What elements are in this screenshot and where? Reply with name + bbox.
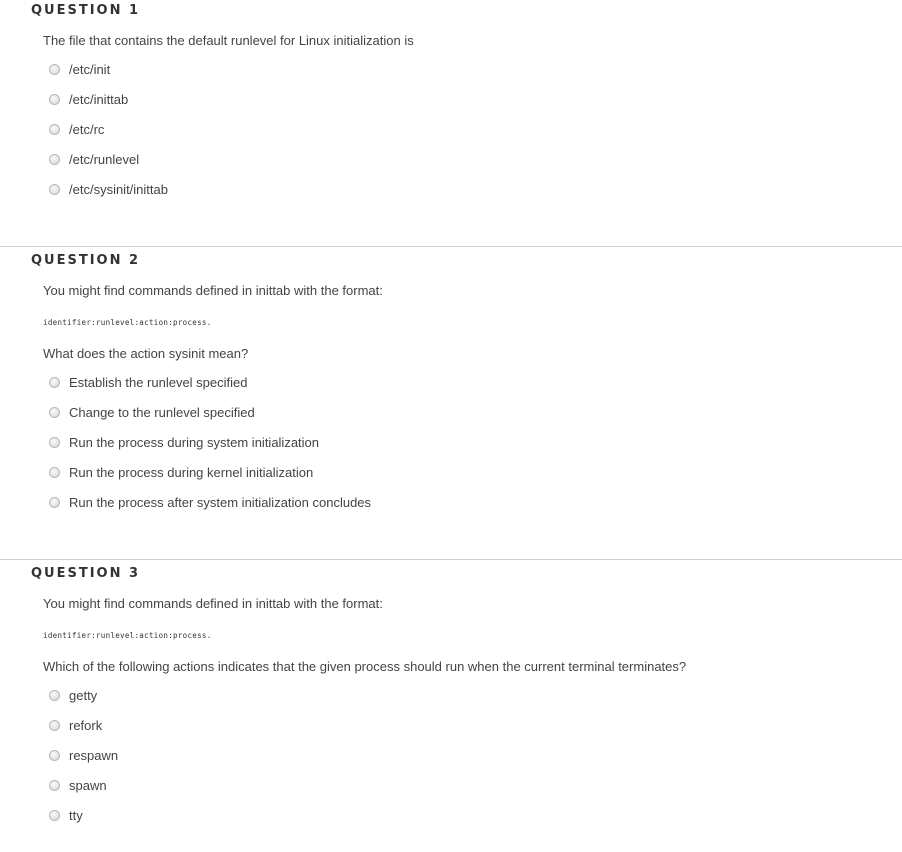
question-prompt: Which of the following actions indicates that the given process should run when the current terminal terminates? [43,659,687,674]
radio-button[interactable] [49,810,60,821]
radio-button[interactable] [49,720,60,731]
radio-button[interactable] [49,750,60,761]
option-label: getty [69,688,98,703]
question-intro: You might find commands defined in inittab with the format: [43,596,383,611]
question-prompt: What does the action sysinit mean? [43,346,249,361]
option-label: respawn [69,748,119,763]
radio-button[interactable] [49,437,60,448]
option-label: /etc/inittab [69,92,129,107]
format-code: identifier:runlevel:action:process. [43,318,212,327]
radio-button[interactable] [49,377,60,388]
option-label: Change to the runlevel specified [69,405,255,420]
question-intro: You might find commands defined in inittab with the format: [43,283,383,298]
radio-button[interactable] [49,94,60,105]
option-label: Establish the runlevel specified [69,375,248,390]
question-prompt: The file that contains the default runlevel for Linux initialization is [43,33,414,48]
option-label: /etc/runlevel [69,152,140,167]
radio-button[interactable] [49,780,60,791]
option-label: /etc/rc [69,122,105,137]
option-label: Run the process during kernel initialization [69,465,314,480]
option-label: /etc/sysinit/inittab [69,182,168,197]
radio-button[interactable] [49,497,60,508]
question-divider [0,246,902,247]
question-divider [0,559,902,560]
question-title: QUESTION 3 [31,566,141,581]
radio-button[interactable] [49,690,60,701]
option-label: /etc/init [69,62,111,77]
radio-button[interactable] [49,184,60,195]
option-label: Run the process during system initialization [69,435,320,450]
option-label: Run the process after system initialization concludes [69,495,372,510]
question-title: QUESTION 1 [31,3,141,18]
radio-button[interactable] [49,64,60,75]
radio-button[interactable] [49,154,60,165]
question-title: QUESTION 2 [31,253,141,268]
radio-button[interactable] [49,467,60,478]
option-label: spawn [69,778,107,793]
option-label: refork [69,718,103,733]
radio-button[interactable] [49,407,60,418]
format-code: identifier:runlevel:action:process. [43,631,212,640]
radio-button[interactable] [49,124,60,135]
option-label: tty [69,808,83,823]
